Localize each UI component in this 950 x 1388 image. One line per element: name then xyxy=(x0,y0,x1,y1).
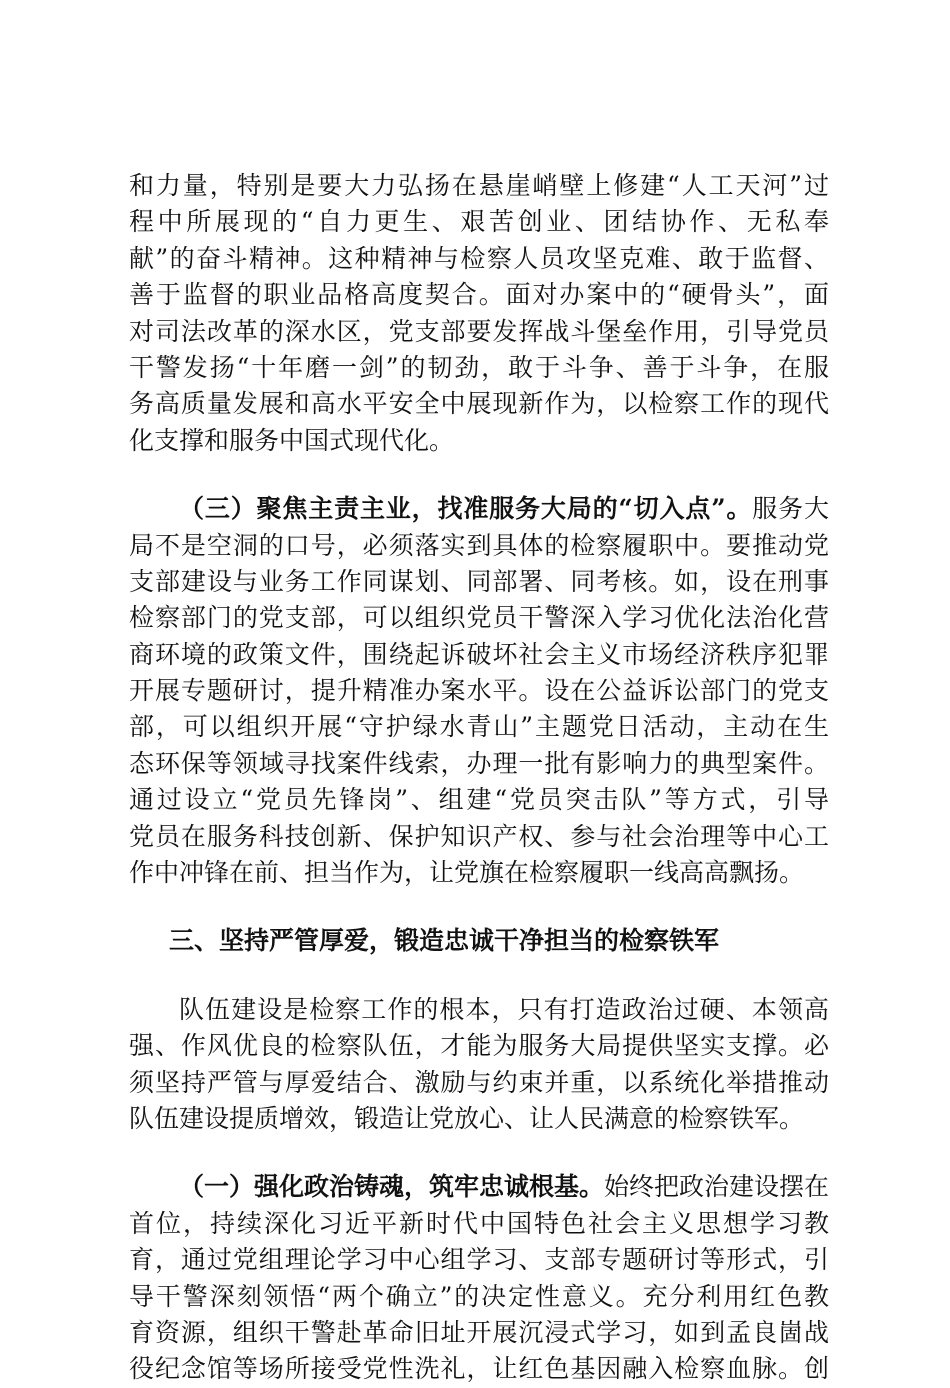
paragraph-line: 通过设立“党员先锋岗”、组建“党员突击队”等方式，引导 xyxy=(129,785,829,815)
paragraph-line: 支部建设与业务工作同谋划、同部署、同考核。如，设在刑事 xyxy=(129,566,829,596)
paragraph-line: 育资源，组织干警赴革命旧址开展沉浸式学习，如到孟良崮战 xyxy=(129,1317,829,1347)
paragraph-line: 首位，持续深化习近平新时代中国特色社会主义思想学习教 xyxy=(129,1208,829,1238)
paragraph-line: 献”的奋斗精神。这种精神与检察人员攻坚克难、敢于监督、 xyxy=(129,243,829,273)
paragraph-line: 须坚持严管与厚爱结合、激励与约束并重，以系统化举措推动 xyxy=(129,1067,829,1097)
section-heading: 三、坚持严管厚爱，锻造忠诚干净担当的检察铁军 xyxy=(169,926,720,956)
paragraph-line: 党员在服务科技创新、保护知识产权、参与社会治理等中心工 xyxy=(129,821,829,851)
paragraph-line: 育，通过党组理论学习中心组学习、支部专题研讨等形式，引 xyxy=(129,1245,829,1275)
paragraph-line: 作中冲锋在前、担当作为，让党旗在检察履职一线高高飘扬。 xyxy=(129,858,805,888)
paragraph-3 xyxy=(129,992,829,1138)
paragraph-line: 干警发扬“十年磨一剑”的韧劲，敢于斗争、善于斗争，在服 xyxy=(129,352,829,382)
paragraph-line: 善于监督的职业品格高度契合。面对办案中的“硬骨头”，面 xyxy=(129,280,829,310)
paragraph-line: 导干警深刻领悟“两个确立”的决定性意义。充分利用红色教 xyxy=(129,1281,829,1311)
paragraph-line: 和力量，特别是要大力弘扬在悬崖峭壁上修建“人工天河”过 xyxy=(129,171,829,200)
paragraph-text: 始终把政治建设摆在 xyxy=(604,1172,830,1202)
paragraph-line: 程中所展现的“自力更生、艰苦创业、团结协作、无私奉 xyxy=(129,207,829,237)
document-page xyxy=(129,168,829,1388)
paragraph-line: 化支撑和服务中国式现代化。 xyxy=(129,425,455,455)
paragraph-line: 商环境的政策文件，围绕起诉破坏社会主义市场经济秩序犯罪 xyxy=(129,639,829,669)
paragraph-text: 服务大 xyxy=(752,494,829,524)
paragraph-line: 开展专题研讨，提升精准办案水平。设在公益诉讼部门的党支 xyxy=(129,676,829,706)
paragraph-line: 队伍建设提质增效，锻造让党放心、让人民满意的检察铁军。 xyxy=(129,1103,805,1133)
paragraph-2 xyxy=(129,491,829,891)
paragraph-line: 务高质量发展和高水平安全中展现新作为，以检察工作的现代 xyxy=(129,389,829,419)
section-subtitle: （三）聚焦主责主业，找准服务大局的“切入点”。 xyxy=(179,494,753,524)
paragraph-line: 强、作风优良的检察队伍，才能为服务大局提供坚实支撑。必 xyxy=(129,1031,829,1061)
paragraph-line: 检察部门的党支部，可以组织党员干警深入学习优化法治化营 xyxy=(129,603,829,633)
paragraph-line: 对司法改革的深水区，党支部要发挥战斗堡垒作用，引导党员 xyxy=(129,316,829,346)
paragraph-first-line: 队伍建设是检察工作的根本，只有打造政治过硬、本领高 xyxy=(179,994,829,1024)
paragraph-line: 态环保等领域寻找案件线索，办理一批有影响力的典型案件。 xyxy=(129,748,829,778)
paragraph-first-line xyxy=(129,491,829,527)
section-subtitle: （一）强化政治铸魂，筑牢忠诚根基。 xyxy=(179,1172,605,1202)
paragraph-4 xyxy=(129,1169,829,1387)
paragraph-1 xyxy=(129,168,829,459)
paragraph-line: 局不是空洞的口号，必须落实到具体的检察履职中。要推动党 xyxy=(129,530,829,560)
paragraph-line: 部，可以组织开展“守护绿水青山”主题党日活动，主动在生 xyxy=(129,712,829,742)
paragraph-first-line xyxy=(129,1169,829,1205)
paragraph-line: 役纪念馆等场所接受党性洗礼，让红色基因融入检察血脉。创 xyxy=(129,1354,829,1384)
